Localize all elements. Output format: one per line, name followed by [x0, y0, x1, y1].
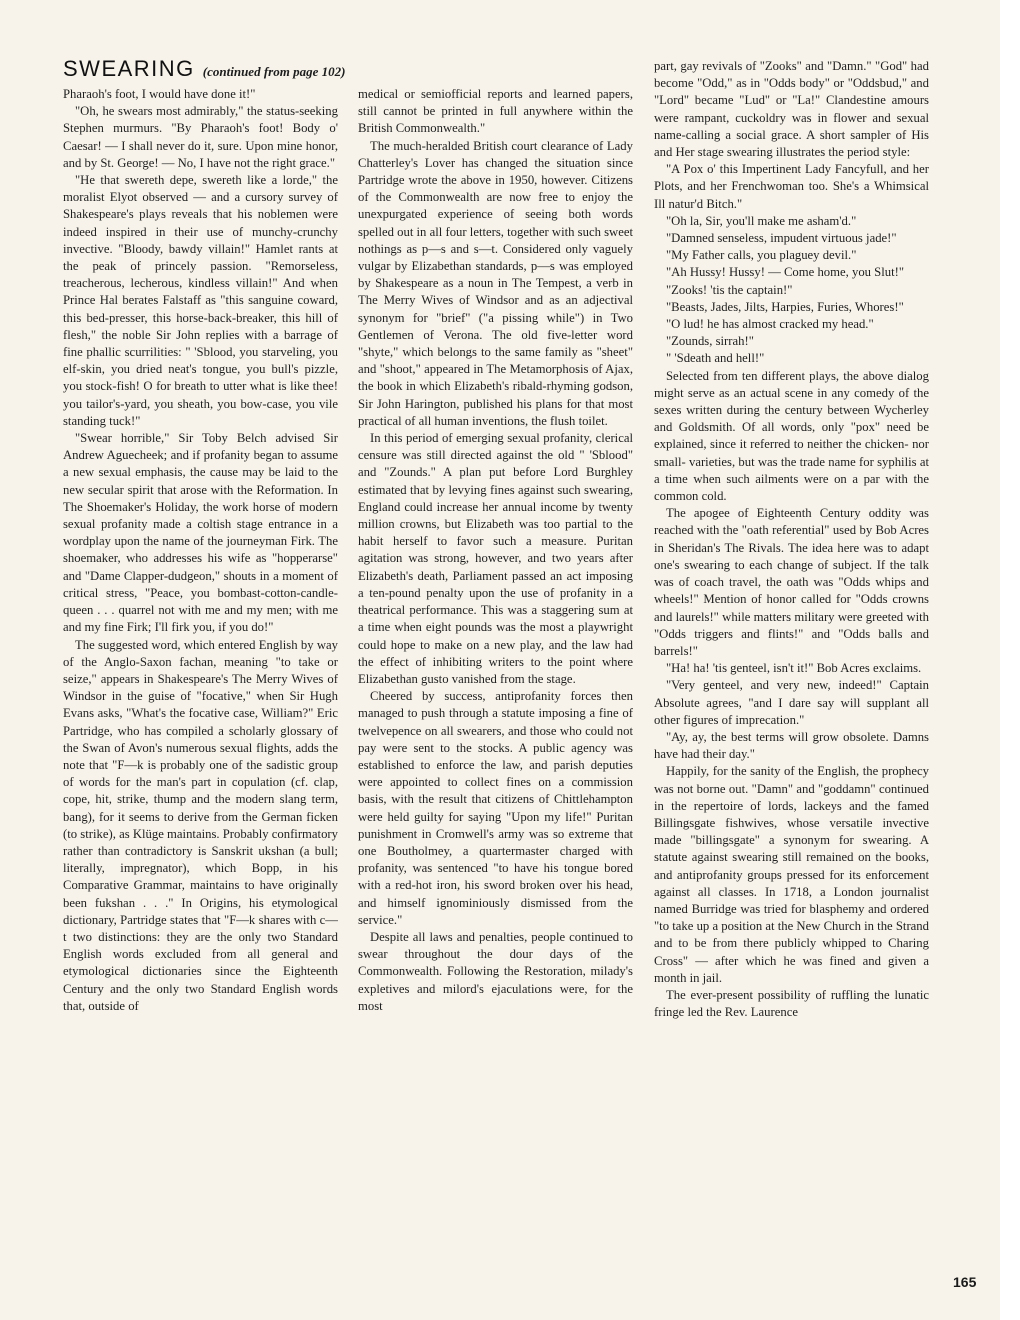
paragraph: Cheered by success, antiprofanity forces then managed to push through a statute imposing a fine of twelvepence on all swearers, and those who could not pay were sent to the stocks. A public agency was established to enforce the law, and parish deputies were appointed to collect fines on a commission basis, with the result that citizens of Chittlehampton were held guilty for saying "Upon my life!" Puritan punishment in Cromwell's army was so extreme that one Boutholmey, a quartermaster charged with profanity, was sentenced "to have his tongue bored with a red-hot iron, his sword broken over his head, and himself ignominiously dismissed from the service.": [358, 689, 633, 927]
paragraph: part, gay revivals of "Zooks" and "Damn." "God" had become "Odd," as in "Odds body" or "Oddsbud," and "Lord" became "Lud" or "La!" Clandestine amours were rampant, cuckoldry was in flower and sexual name-calling a social grace. A short sampler of His and Her stage swearing illustrates the period style:: [654, 59, 929, 160]
quote-line: "O lud! he has almost cracked my head.": [666, 317, 874, 332]
article-title: SWEARING: [63, 56, 195, 81]
paragraph: The suggested word, which entered English by way of the Anglo-Saxon fachan, meaning "to take or seize," appears in Shakespeare's The Merry Wives of Windsor in the guise of "focative," when Sir Hugh Evans asks, "What's the focative case, William?" Eric Partridge, who has compiled a scholarly glossary of the Swan of Avon's numerous sexual flights, adds the note that "F—k is probably one of the sadistic group of words for the man's part in copulation (cf. clap, cope, hit, strike, thump and the modern slang term, bang), for it seems to derive from the German ficken (to strike), as Klüge maintains. Probably confirmatory rather than contradictory is Sanskrit ukshan (a bull; literally, impregnator), which Bopp, in his Comparative Grammar, maintains to have originally been fukshan . . ." In Origins, his etymological dictionary, Partridge states that "F—k shares with c—t two distinctions: they are the only two Standard English words excluded from all general and etymological dictionaries since the Eighteenth Century and the only two Standard English words that, outside of: [63, 637, 338, 1013]
paragraph: The ever-present possibility of ruffling the lunatic fringe led the Rev. Laurence: [654, 987, 929, 1020]
paragraph: "Oh, he swears most admirably," the status-seeking Stephen murmurs. "By Pharaoh's foot! Body o' Caesar! — I shall never do it, sure. Upon mine honor, and by St. George! — No, I have not the right grace.": [63, 104, 338, 170]
continuation-note: (continued from page 102): [202, 64, 346, 79]
page-number: 165: [953, 1274, 977, 1290]
quote-line: "My Father calls, you plaguey devil.": [666, 248, 857, 263]
text-column-1: [63, 86, 338, 1296]
quote-line: "Beasts, Jades, Jilts, Harpies, Furies, Whores!": [666, 299, 904, 314]
quote-line: " 'Sdeath and hell!": [666, 351, 765, 366]
text-column-2: [358, 86, 633, 1296]
quote-line: "Damned senseless, impudent virtuous jade!": [666, 231, 897, 246]
paragraph: "Very genteel, and very new, indeed!" Captain Absolute agrees, "and I dare say will supplant all other figures of imprecation.": [654, 678, 929, 727]
quote-line: "Oh la, Sir, you'll make me asham'd.": [666, 213, 857, 228]
quote-line: "Ah Hussy! Hussy! — Come home, you Slut!": [666, 265, 905, 280]
paragraph: "Swear horrible," Sir Toby Belch advised Sir Andrew Aguecheek; and if profanity began to assume a new sexual emphasis, the cause may be laid to the new secular spirit that arose with the Reformation. In The Shoemaker's Holiday, the work horse of modern sexual profanity made a coltish stage entrance in a wordplay upon the name of the journeyman Firk. The shoemaker, who addresses his wife as "hopperarse" and "Dame Clapper-dudgeon," shouts in a moment of critical stress, "Peace, you bombast-cotton-candle-queen . . . quarrel not with me and my men; with me and my fine Firk; I'll firk you, if you do!": [63, 431, 338, 635]
paragraph: The apogee of Eighteenth Century oddity was reached with the "oath referential" used by Bob Acres in Sheridan's The Rivals. The idea here was to adapt one's swearing to each change of subject. If the talk was of coach travel, the oath was "Odds whips and wheels!" Mention of honor called for "Odds crowns and laurels!" while matters military were greeted with "Odds triggers and flints!" and "Odds balls and barrels!": [654, 506, 929, 658]
paragraph: Despite all laws and penalties, people continued to swear throughout the dour days of the Commonwealth. Following the Restoration, milady's expletives and milord's ejaculations were, for the most: [358, 929, 633, 1013]
paragraph: The much-heralded British court clearance of Lady Chatterley's Lover has changed the situation since Partridge wrote the above in 1950, however. Citizens of the Commonwealth are now free to enjoy the unexpurgated experience of seeing both words spelled out in all four letters, together with such sweet nothings as p—s and s—t. Considered only vaguely vulgar by Elizabethan standards, p—s was employed by Shakespeare as a noun in The Tempest, a verb in The Merry Wives of Windsor and as an adjectival synonym for "brief" ("a pissing while") in Two Gentlemen of Verona. The old five-letter word "shyte," which belongs to the same family as "sheet" and "shoot," appeared in The Metamorphosis of Ajax, the book in which Elizabeth's ribald-rhyming godson, Sir John Harington, published his plans for that most practical of all human inventions, the flush toilet.: [358, 138, 633, 428]
paragraph: Happily, for the sanity of the English, the prophecy was not borne out. "Damn" and "goddamn" continued in the repertoire of lords, lackeys and the famed Billingsgate fishwives, whose versatile invective made "billingsgate" a synonym for swearing. A statute against swearing still remained on the books, and antiprofanity groups pressed for its enforcement against all classes. In 1718, a London journalist named Burridge was tried for blasphemy and ordered "to take up a position at the New Church in the Strand and to be from there publicly whipped to Charing Cross" — after which he was fined and given a month in jail.: [654, 764, 929, 985]
paragraph: In this period of emerging sexual profanity, clerical censure was still directed against the old " 'Sblood" and "Zounds." A plan put before Lord Burghley estimated that by levying fines against such swearing, England could increase her annual income by twenty million crowns, but Elizabeth was too partial to the habit herself to favor such a measure. Puritan agitation was strong, however, and two years after Elizabeth's death, Parliament passed an act imposing a ten-pound penalty upon the use of profanity in a theatrical performance. This was a staggering sum at a time when eight pounds was the most a playwright could hope to make on a new play, and the law had the effect of inhibiting writers to the point where Elizabethan gusto vanished from the stage.: [358, 431, 633, 686]
quote-line: "A Pox o' this Impertinent Lady Fancyfull, and her Plots, and her Frenchwoman too. She's a Whimsical Ill natur'd Bitch.": [654, 162, 929, 211]
article-header: [63, 56, 483, 86]
paragraph: "Ha! ha! 'tis genteel, isn't it!" Bob Acres exclaims.: [666, 661, 922, 676]
quote-line: "Zounds, sirrah!": [666, 334, 754, 349]
paragraph: Selected from ten different plays, the above dialog might serve as an actual scene in any comedy of the sexes written during the century between Wycherley and Goldsmith. Of all words, only "pox" need be explained, since it referred to neither the chicken- nor small- varieties, but was the trade name for syphilis at a time when such ailments were on a par with the common cold.: [654, 368, 929, 504]
paragraph: "He that swereth depe, swereth like a lorde," the moralist Elyot observed — and a cursory survey of Shakespeare's plays reveals that his noblemen were indeed inspired in their use of munchy-crunchy invective. "Bloody, bawdy villain!" Hamlet rants at the peak of princely passion. "Remorseless, treacherous, lecherous, kindless villain!" And when Prince Hal berates Falstaff as "this sanguine coward, this bed-presser, this horse-back-breaker, this hill of flesh," the noble Sir John replies with a barrage of fine phallic scurrilities: " 'Sblood, you starveling, you elf-skin, you dried neat's tongue, you bull's pizzle, you stock-fish! O for breath to utter what is like thee! you tailor's-yard, you sheath, you bow-case, you vile standing tuck!": [63, 173, 338, 428]
paragraph: medical or semiofficial reports and learned papers, still cannot be printed in full anywhere within the British Commonwealth.": [358, 87, 633, 136]
quote-line: "Zooks! 'tis the captain!": [666, 282, 793, 297]
paragraph: Pharaoh's foot, I would have done it!": [63, 87, 256, 101]
paragraph: "Ay, ay, the best terms will grow obsolete. Damns have had their day.": [654, 729, 929, 762]
text-column-3: [654, 58, 929, 1298]
